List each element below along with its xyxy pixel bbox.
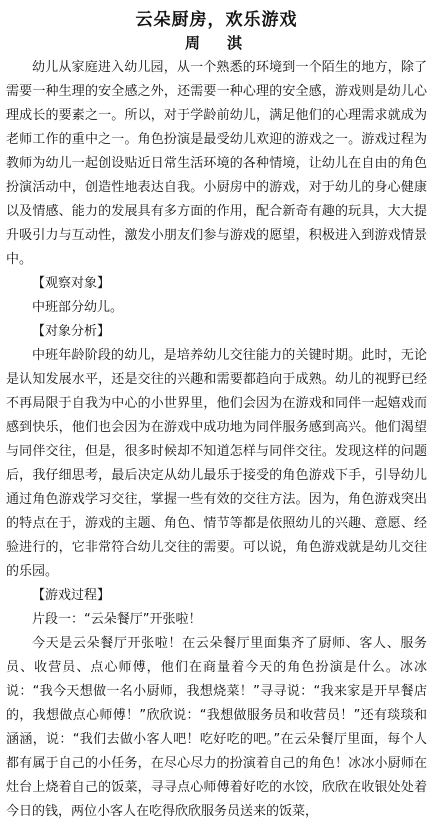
fragment-1-paragraph: 今天是云朵餐厅开张啦！在云朵餐厅里面集齐了厨师、客人、服务员、收营员、点心师傅，他们在商量着今天的角色扮演是什么。冰冰说：“我今天想做一名小厨师，我想烧菜！”寻寻说：“我来家是开早餐店的，我想做点心师傅！”欣欣说：“我想做服务员和收营员！”还有琰琰和涵涵，说：“我们去做小客人吧！吃好吃的吧。”在云朵餐厅里面，每个人都有属于自己的小任务，在尽心尽力的扮演着自己的角色！冰冰小厨师在灶台上烧着自己的饭菜，寻寻点心师傅着好吃的水饺，欣欣在收银处处着今日的钱，两位小客人在吃得欣欣服务员送来的饭菜， — [6, 636, 427, 819]
fragment-1-title: 片段一：“云朵餐厅”开张啦！ — [32, 612, 202, 627]
analysis-paragraph: 中班年龄阶段的幼儿，是培养幼儿交往能力的关键时期。此时，无论是认知发展水平，还是交往的兴趣和需要都趋向于成熟。幼儿的视野已经不再局限于自我为中心的小世界里，他们会因为在游戏和同伴一起嬉戏而感到快乐，他们也会因为在游戏中成功地为同伴服务感到高兴。他们渴望与同伴交往，但是，很多时候却不知道怎样与同伴交往。发现这样的问题后，我仔细思考，最后决定从幼儿最乐于接受的角色游戏下手，引导幼儿通过角色游戏学习交往，掌握一些有效的交往方法。因为，角色游戏突出的特点在于，游戏的主题、角色、情节等都是依照幼儿的兴趣、意愿、经验进行的，它非常符合幼儿交往的需要。可以说，角色游戏就是幼儿交往的乐园。 — [6, 348, 427, 579]
process-heading: 【游戏过程】 — [32, 588, 111, 603]
analysis-heading: 【对象分析】 — [32, 324, 111, 339]
intro-paragraph: 幼儿从家庭进入幼儿园，从一个熟悉的环境到一个陌生的地方，除了需要一种生理的安全感之外，还需要一种心理的安全感，游戏则是幼儿心理成长的要素之一。所以，对于学龄前幼儿，满足他们的心理需求就成为老师工作的重中之一。角色扮演是最受幼儿欢迎的游戏之一。游戏过程为教师为幼儿一起创设贴近日常生活环境的各种情境，让幼儿在自由的角色扮演活动中，创造性地表达自我。小厨房中的游戏，对于幼儿的身心健康以及情感、能力的发展具有多方面的作用，配合新奇有趣的玩具，大大提升吸引力与互动性，激发小朋友们参与游戏的愿望，积极进入到游戏情景中。 — [6, 60, 427, 267]
document-title: 云朵厨房，欢乐游戏 — [135, 10, 298, 30]
observe-body: 中班部分幼儿。 — [32, 300, 124, 315]
observe-heading: 【观察对象】 — [32, 276, 111, 291]
document-author: 周 淇 — [184, 34, 248, 52]
